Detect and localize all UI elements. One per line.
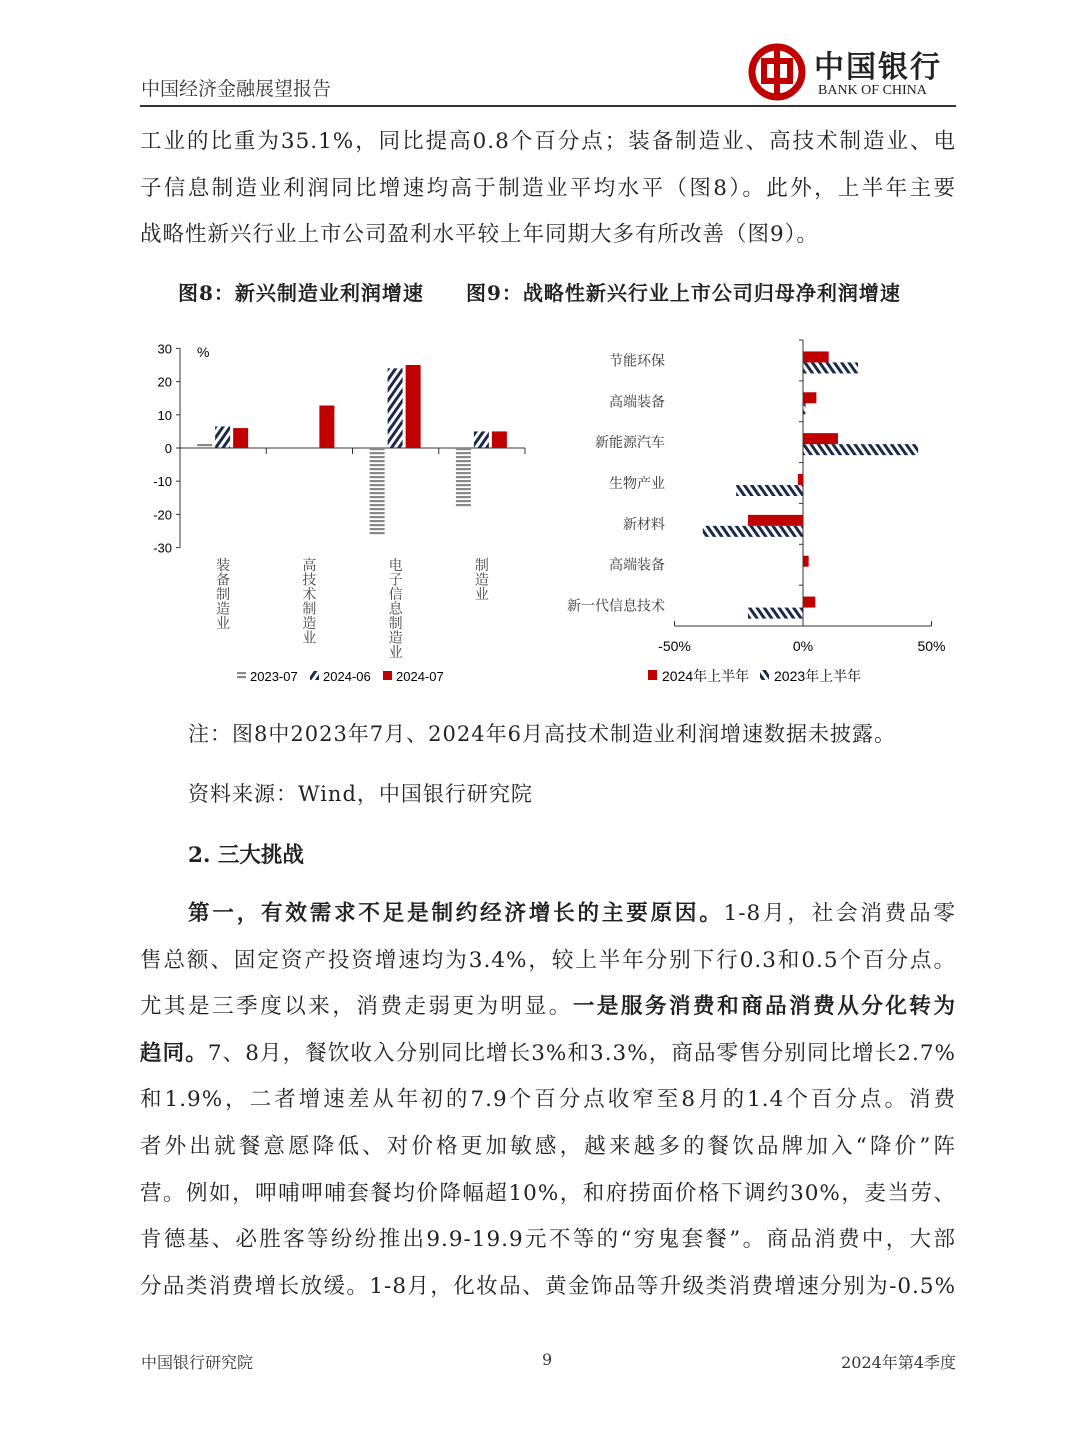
category-label: 生物产业 [609,475,665,491]
text-run: 尤其是三季度以来，消费走弱更为明显。 [140,994,573,1020]
text-line [140,1222,956,1253]
bar-2024年上半年 [798,474,803,485]
text-line [140,989,956,1020]
logo-english: BANK OF CHINA [818,83,927,98]
y-tick-label: -10 [153,474,172,490]
x-tick-label: 0% [792,638,814,654]
bar-2024年上半年 [803,597,815,608]
text-line [140,1269,956,1300]
text-line: 工业的比重为35.1%，同比提高0.8个百分点；装备制造业、高技术制造业、电 [140,129,956,154]
text-line [140,1129,956,1160]
y-tick-label: -20 [153,507,172,523]
text-line [140,1176,956,1207]
text-run: 者外出就餐意愿降低、对价格更加敏感，越来越多的餐饮品牌加入“降价”阵 [140,1134,956,1159]
y-tick-label: 10 [157,407,172,423]
bar-2024年上半年 [803,433,838,444]
text-run: 和1.9%，二者增速差从年初的7.9个百分点收窄至8月的1.4个百分点。消费 [140,1087,956,1113]
bar-2023年上半年 [803,444,918,455]
text-run: 营。例如，呷哺呷哺套餐均价降幅超10%，和府捞面价格下调约30%，麦当劳、 [140,1180,956,1206]
category-label: 新能源汽车 [595,434,665,451]
page-number: 9 [542,1350,553,1369]
y-tick-label: 20 [157,374,172,390]
text-run: 售总额、固定资产投资增速均为3.4%，较上半年分别下行0.3和0.5个百分点。 [140,947,956,973]
text-run: 肯德基、必胜客等纷纷推出9.9-19.9元不等的“穷鬼套餐”。商品消费中，大部 [140,1227,956,1253]
legend-swatch [648,670,657,680]
footer-quarter: 2024年第4季度 [841,1353,956,1372]
text-line [140,1036,956,1067]
y-tick-label: 30 [157,341,172,357]
category-label: 电子信息制造业 [388,557,403,660]
legend-label: 2024-06 [323,669,371,684]
bar-2023年上半年 [748,608,803,619]
legend-label: 2023年上半年 [774,668,862,684]
text-line [140,1082,956,1113]
category-label: 新材料 [623,515,665,532]
text-line: 子信息制造业利润同比增速均高于制造业平均水平（图8）。此外，上半年主要 [140,175,956,201]
x-tick-label: 50% [917,638,946,654]
text-line [188,896,956,927]
x-tick-label: -50% [658,638,691,654]
text-line: 战略性新兴行业上市公司盈利水平较上年同期大多有所改善（图9）。 [140,222,819,247]
bar-2023年上半年 [703,526,803,537]
bar-2024年上半年 [748,515,803,526]
bold-text-run: 第一，有效需求不足是制约经济增长的主要原因。 [188,901,724,926]
bold-text-run: 一是服务消费和商品消费从分化转为 [572,994,956,1020]
y-tick-label: 0 [164,441,172,456]
legend-swatch [760,670,769,680]
text-run: 1-8月，社会消费品零 [723,901,956,926]
figure-9-chart [0,0,1080,700]
legend-label: 2024年上半年 [662,668,750,684]
bar-2024年上半年 [803,392,816,403]
bar-2024年上半年 [803,556,809,567]
section-heading: 2. 三大挑战 [188,843,304,868]
legend-label: 2023-07 [250,669,298,684]
bar-2024年上半年 [803,351,829,362]
category-label: 节能环保 [609,352,665,369]
report-title: 中国经济金融展望报告 [141,78,332,100]
text-run: 7、8月，餐饮收入分别同比增长3%和3.3%，商品零售分别同比增长2.7% [207,1040,956,1066]
figure-9-title: 图9：战略性新兴行业上市公司归母净利润增速 [466,281,901,305]
figure-note: 注：图8中2023年7月、2024年6月高技术制造业利润增速数据未披露。 [188,722,896,746]
text-line [140,943,956,974]
category-label: 高端装备 [609,556,665,573]
data-source: 资料来源：Wind，中国银行研究院 [188,782,533,806]
category-label: 制造业 [474,557,489,602]
category-label: 高技术制造业 [302,557,317,646]
footer-institute: 中国银行研究院 [141,1353,254,1372]
category-label: 新一代信息技术 [567,597,665,614]
bar-2023年上半年 [736,485,803,496]
text-run: 分品类消费增长放缓。1-8月，化妆品、黄金饰品等升级类消费增速分别为-0.5% [140,1273,956,1299]
y-tick-label: -30 [153,540,172,556]
logo-chinese: 中国银行 [814,50,942,85]
y-unit-label: % [197,344,210,360]
category-label: 装备制造业 [216,557,231,631]
legend-label: 2024-07 [396,669,444,684]
category-label: 高端装备 [609,393,665,410]
bar-2023年上半年 [803,403,806,414]
bar-2023年上半年 [803,362,858,373]
figure-8-title: 图8：新兴制造业利润增速 [178,281,424,305]
bold-text-run: 趋同。 [140,1040,208,1066]
